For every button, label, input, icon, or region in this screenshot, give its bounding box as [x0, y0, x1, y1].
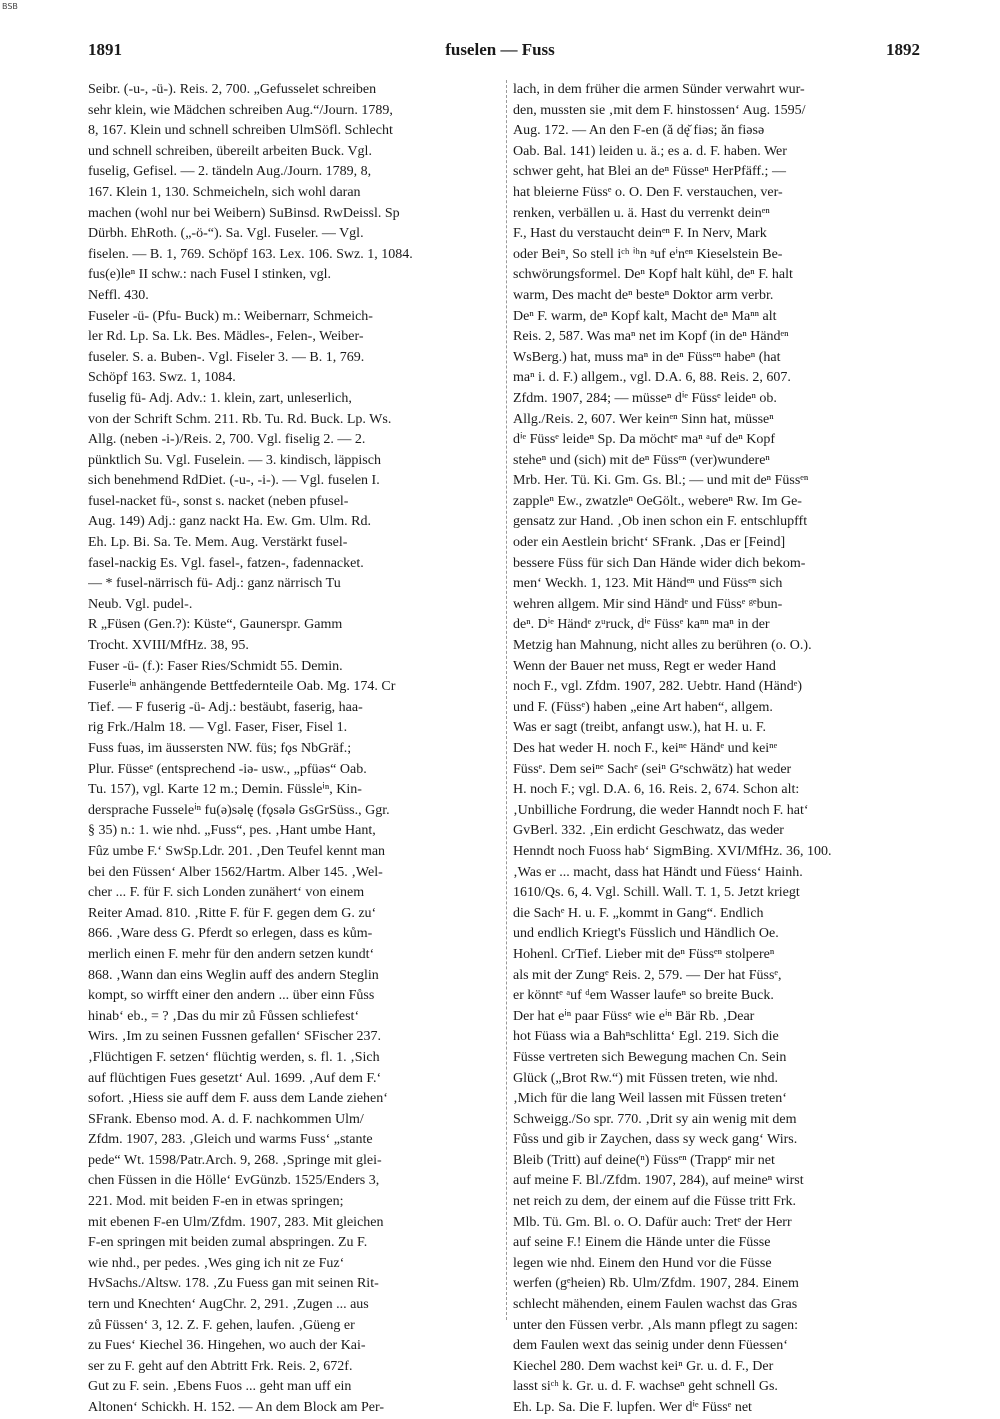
text-line: auf flüchtigen Fues gesetzt‘ Aul. 1699. ‚Auf dem F.‘	[88, 1070, 382, 1086]
text-line: H. noch F.; vgl. D.A. 6, 16. Reis. 2, 674. Schon alt:	[513, 782, 800, 798]
text-line: — * fusel-närrisch fü- Adj.: ganz närrisch Tu	[88, 576, 341, 592]
text-line: Fuser -ü- (f.): Faser Ries/Schmidt 55. Demin.	[88, 658, 343, 674]
text-line: Seibr. (-u-, -ü-). Reis. 2, 700. „Gefusselet schreiben	[88, 82, 377, 97]
text-line: renken, verbällen u. ä. Hast du verrenkt deinᵉⁿ	[513, 205, 770, 221]
text-line: Altonen‘ Schickh. H. 152. — An dem Block am Per-	[88, 1400, 385, 1415]
text-line: Henndt noch Fuoss hab‘ SigmBing. XVI/MfHz. 36, 100.	[513, 843, 832, 859]
text-line: Fûz umbe F.‘ SwSp.Ldr. 201. ‚Den Teufel kennt man	[88, 843, 386, 859]
text-line: Mlb. Tü. Gm. Bl. o. O. Dafür auch: Tretᵉ der Herr	[513, 1214, 792, 1230]
text-line: von der Schrift Schm. 211. Rb. Tu. Rd. Buck. Lp. Ws.	[88, 411, 392, 427]
text-line: WsBerg.) hat, muss maⁿ in deⁿ Füssᵉⁿ habeⁿ (hat	[513, 349, 781, 365]
text-line: Bleib (Tritt) auf deine(ⁿ) Füssᵉⁿ (Trappᵉ mir net	[513, 1152, 775, 1168]
text-line: gensatz zur Hand. ‚Ob inen schon ein F. entschlupfft	[513, 514, 808, 530]
text-line: zů Füssen‘ 3, 12. Z. F. gehen, laufen. ‚Güeng er	[88, 1317, 355, 1333]
text-line: dem Faulen wext das seinig under denn Füessen‘	[513, 1338, 788, 1354]
text-line: pede“ Wt. 1598/Patr.Arch. 9, 268. ‚Springe mit glei-	[88, 1152, 382, 1168]
text-line: lach, in dem früher die armen Sünder verwahrt wur-	[513, 82, 805, 97]
text-line: sofort. ‚Hiess sie auff dem F. auss dem Lande ziehen‘	[88, 1091, 388, 1107]
text-line: die Sachᵉ H. u. F. „kommt in Gang“. Endlich	[513, 905, 764, 921]
text-line: warm, Des macht deⁿ besteⁿ Doktor arm verbr.	[513, 287, 774, 303]
text-line: dⁱᵉ Füssᵉ leideⁿ Sp. Da möchtᵉ maⁿ ᵃuf deⁿ Kopf	[513, 432, 776, 448]
text-line: zappleⁿ Ew., zwatzleⁿ OeGölt., webereⁿ Rw. Im Ge-	[513, 493, 802, 509]
text-line: 1610/Qs. 6, 4. Vgl. Schill. Wall. T. 1, 5. Jetzt kriegt	[513, 885, 800, 901]
text-line: ser zu F. geht auf den Abtritt Frk. Reis. 2, 672f.	[88, 1358, 353, 1374]
text-line: auf meine F. Bl./Zfdm. 1907, 284), auf meineⁿ wirst	[513, 1173, 804, 1189]
text-line: Neub. Vgl. pudel-.	[88, 596, 193, 612]
text-line: ‚Unbilliche Fordrung, die weder Hanndt noch F. hat‘	[513, 802, 809, 818]
text-line: fus(e)leⁿ II schw.: nach Fusel I stinken, vgl.	[88, 267, 331, 283]
text-line: unter den Füssen verbr. ‚Als mann pflegt zu sagen:	[513, 1317, 798, 1333]
text-line: Des hat weder H. noch F., keiⁿᵉ Händᵉ und keiⁿᵉ	[513, 741, 778, 756]
text-line: Eh. Lp. Bi. Sa. Te. Mem. Aug. Verstärkt fusel-	[88, 535, 348, 551]
text-line: Aug. 172. — An den F-en (ă dę̆ fiəs; ăn fiəsə	[513, 123, 765, 139]
text-line: steheⁿ und (sich) mit deⁿ Füssᵉⁿ (ver)wundereⁿ	[513, 452, 770, 468]
text-line: hot Füass wia a Bahⁿschlitta‘ Egl. 219. Sich die	[513, 1029, 779, 1045]
text-line: Allg./Reis. 2, 607. Wer keinᵉⁿ Sinn hat, müsseⁿ	[513, 411, 774, 427]
text-line: Schweigg./So spr. 770. ‚Drit sy ain wenig mit dem	[513, 1111, 797, 1127]
text-line: legen wie nhd. Einem den Hund vor die Füsse	[513, 1255, 772, 1271]
text-line: Dürbh. EhRoth. („-ö-“). Sa. Vgl. Fuseler. — Vgl.	[88, 226, 364, 242]
text-line: Reiter Amad. 810. ‚Ritte F. für F. gegen dem G. zu‘	[88, 905, 377, 921]
text-line: Metzig han Mahnung, nicht alles zu berühren (o. O.).	[513, 638, 812, 654]
text-line: Gut zu F. sein. ‚Ebens Fuos ... geht man uff ein	[88, 1379, 352, 1395]
text-line: mit ebenen F-en Ulm/Zfdm. 1907, 283. Mit gleichen	[88, 1214, 384, 1230]
text-line: oder ein Aestlein bricht‘ SFrank. ‚Das er [Feind]	[513, 535, 786, 551]
text-line: und schnell schreiben, übereilt arbeiten Buck. Vgl.	[88, 143, 372, 159]
text-line: ler Rd. Lp. Sa. Lk. Bes. Mädles-, Felen-, Weiber-	[88, 329, 364, 345]
text-line: § 35) n.: 1. wie nhd. „Fuss“, pes. ‚Hant umbe Hant,	[88, 823, 376, 839]
text-line: Fuserleⁱⁿ anhängende Bettfedernteile Oab. Mg. 174. Cr	[88, 679, 396, 695]
text-line: cher ... F. für F. sich Londen zunähert‘ von einem	[88, 885, 365, 901]
text-line: fusel-nacket fü-, sonst s. nacket (neben pfusel-	[88, 493, 349, 509]
text-line: men‘ Weckh. 1, 123. Mit Händᵉⁿ und Füssᵉⁿ sich	[513, 576, 783, 592]
text-line: Eh. Lp. Sa. Die F. lupfen. Wer dⁱᵉ Füssᵉ net	[513, 1400, 752, 1415]
text-line: 866. ‚Ware dess G. Pferdt so erlegen, dass es kům-	[88, 926, 373, 942]
text-line: fuseler. S. a. Buben-. Vgl. Fiseler 3. — B. 1, 769.	[88, 349, 365, 365]
text-line: dersprache Fusseleⁱⁿ fu(ə)səlę (fǫsələ GsGrSüss., Ggr.	[88, 802, 390, 818]
text-line: F., Hast du verstaucht deinᵉⁿ F. In Nerv, Mark	[513, 226, 767, 242]
text-line: HvSachs./Altsw. 178. ‚Zu Fuess gan mit seinen Rit-	[88, 1276, 379, 1292]
text-line: R „Füsen (Gen.?): Küste“, Gaunerspr. Gamm	[88, 617, 343, 633]
text-line: hat bleierne Füssᵉ o. O. Den F. verstauchen, ver-	[513, 184, 783, 200]
text-line: ‚Was er ... macht, dass hat Händt und Füess‘ Hainh.	[513, 864, 803, 880]
right-page-number: 1892	[886, 40, 920, 59]
text-line: und F. (Füssᵉ) haben „eine Art haben“, allgem.	[513, 699, 773, 715]
text-line: schwer geht, hat Blei an deⁿ Füsseⁿ HerPfäff.; —	[513, 164, 786, 180]
text-line: Wenn der Bauer net muss, Regt er weder Hand	[513, 658, 776, 674]
text-line: er könntᵉ ᵃuf ᵈem Wasser laufeⁿ so breite Buck.	[513, 988, 774, 1004]
text-line: bessere Füss für sich Dan Hände wider dich bekom-	[513, 555, 806, 571]
text-line: fuselig, Gefisel. — 2. tändeln Aug./Journ. 1789, 8,	[88, 164, 372, 180]
column-divider	[506, 80, 507, 1320]
text-line: zu Fues‘ Kiechel 36. Hingehen, wo auch der Kai-	[88, 1338, 366, 1354]
text-line: F-en springen mit beiden zumal abspringen. Zu F.	[88, 1235, 368, 1251]
text-line: oder Beiⁿ, So stell iᶜʰ ⁱʰn ᵃuf eⁱnᵉⁿ Kieselstein Be-	[513, 246, 783, 262]
text-line: Kiechel 280. Dem wachst keiⁿ Gr. u. d. F., Der	[513, 1358, 774, 1374]
text-line: lasst siᶜʰ k. Gr. u. d. F. wachseⁿ geht schnell Gs.	[513, 1379, 778, 1395]
text-line: Füsse vertreten sich Bewegung machen Cn. Sein	[513, 1049, 787, 1065]
text-line: Zfdm. 1907, 284; — müsseⁿ dⁱᵉ Füssᵉ leideⁿ ob.	[513, 390, 777, 406]
text-line: Fuseler -ü- (Pfu- Buck) m.: Weibernarr, Schmeich-	[88, 308, 373, 324]
text-line: 221. Mod. mit beiden F-en in etwas springen;	[88, 1194, 344, 1210]
text-line: werfen (gᵉheien) Rb. Ulm/Zfdm. 1907, 284. Einem	[513, 1276, 799, 1292]
text-line: 167. Klein 1, 130. Schmeicheln, sich wohl daran	[88, 184, 361, 200]
text-line: und endlich Kriegt's Füsslich und Händlich Oe.	[513, 926, 779, 942]
left-column	[88, 80, 498, 1419]
library-watermark: BSB	[2, 2, 18, 11]
text-line: Reis. 2, 587. Was maⁿ net im Kopf (in deⁿ Händᵉⁿ	[513, 329, 789, 345]
left-page-number: 1891	[88, 40, 122, 59]
text-line: GvBerl. 332. ‚Ein erdicht Geschwatz, das weder	[513, 823, 784, 839]
text-line: 868. ‚Wann dan eins Weglin auff des andern Steglin	[88, 967, 379, 983]
right-column	[513, 80, 923, 1419]
text-line: Neffl. 430.	[88, 287, 149, 303]
text-line: fasel-nackig Es. Vgl. fasel-, fatzen-, fadennacket.	[88, 555, 364, 571]
text-line: Glück („Brot Rw.“) mit Füssen treten, wie nhd.	[513, 1070, 779, 1086]
text-line: sehr klein, wie Mädchen schreiben Aug.“/Journ. 1789,	[88, 102, 393, 118]
text-line: SFrank. Ebenso mod. A. d. F. nachkommen Ulm/	[88, 1111, 364, 1127]
text-line: sich benehmend RdDiet. (-u-, -i-). — Vgl. fuselen I.	[88, 473, 380, 489]
text-line: ‚Flüchtigen F. setzen‘ flüchtig werden, s. fl. 1. ‚Sich	[88, 1049, 380, 1065]
text-line: ‚Mich für die lang Weil lassen mit Füssen treten‘	[513, 1091, 787, 1107]
running-title: fuselen — Fuss	[445, 40, 555, 59]
text-line: Plur. Füsseᵉ (entsprechend -iə- usw., „pfüəs“ Oab.	[88, 761, 367, 777]
text-line: Aug. 149) Adj.: ganz nackt Ha. Ew. Gm. Ulm. Rd.	[88, 514, 371, 530]
text-line: tern und Knechten‘ AugChr. 2, 291. ‚Zugen ... aus	[88, 1297, 369, 1313]
text-line: Tu. 157), vgl. Karte 12 m.; Demin. Füssleⁱⁿ, Kin-	[88, 782, 362, 798]
text-line: schlecht mähenden, einem Faulen wachst das Gras	[513, 1297, 798, 1313]
text-line: Schöpf 163. Swz. 1, 1084.	[88, 370, 236, 386]
text-line: auf seine F.! Einem die Hände unter die Füsse	[513, 1235, 771, 1251]
text-line: noch F., vgl. Zfdm. 1907, 282. Uebtr. Hand (Händᵉ)	[513, 679, 803, 695]
text-line: Hohenl. CrTief. Lieber mit deⁿ Füssᵉⁿ stolpereⁿ	[513, 946, 775, 962]
text-line: machen (wohl nur bei Weibern) SuBinsd. RwDeissl. Sp	[88, 205, 400, 221]
text-line: maⁿ i. d. F.) allgem., vgl. D.A. 6, 88. Reis. 2, 607.	[513, 370, 791, 386]
text-line: Zfdm. 1907, 283. ‚Gleich und warms Fuss‘ „stante	[88, 1132, 373, 1148]
text-line: fiselen. — B. 1, 769. Schöpf 163. Lex. 106. Swz. 1, 1084.	[88, 246, 413, 262]
text-line: Was er sagt (treibt, anfangt usw.), hat H. u. F.	[513, 720, 767, 736]
text-line: wehren allgem. Mir sind Händᵉ und Füssᵉ ᵍᵉbun-	[513, 596, 783, 612]
text-line: Wirs. ‚Im zu seinen Fussnen gefallen‘ SFischer 237.	[88, 1029, 381, 1045]
text-line: rig Frk./Halm 18. — Vgl. Faser, Fiser, Fisel 1.	[88, 720, 348, 736]
text-line: hinab‘ eb., = ? ‚Das du mir zů Fůssen schliefest‘	[88, 1008, 360, 1024]
text-line: Trocht. XVIII/MfHz. 38, 95.	[88, 638, 249, 654]
text-line: bei den Füssen‘ Alber 1562/Hartm. Alber 145. ‚Wel-	[88, 864, 383, 880]
text-line: den, mussten sie ‚mit dem F. hinstossen‘ Aug. 1595/	[513, 102, 806, 118]
text-line: Fůss und gib ir Zaychen, dass sy weck gang‘ Wirs.	[513, 1132, 798, 1148]
text-line: Allg. (neben -i-)/Reis. 2, 700. Vgl. fiselig 2. — 2.	[88, 432, 366, 448]
text-line: merlich einen F. mehr für den andern setzen kundt‘	[88, 946, 375, 962]
text-line: Tief. — F fuserig -ü- Adj.: bestäubt, faserig, haa-	[88, 699, 363, 715]
text-line: deⁿ. Dⁱᵉ Händᵉ zᵘruck, dⁱᵉ Füssᵉ kaⁿⁿ maⁿ in der	[513, 617, 770, 633]
text-line: Füssᵉ. Dem seiⁿᵉ Sachᵉ (seiⁿ Gᵉschwätz) hat weder	[513, 761, 792, 777]
text-line: pünktlich Su. Vgl. Fuselein. — 3. kindisch, läppisch	[88, 452, 381, 468]
text-line: Oab. Bal. 141) leiden u. ä.; es a. d. F. haben. Wer	[513, 143, 787, 159]
text-line: 8, 167. Klein und schnell schreiben UlmSöfl. Schlecht	[88, 123, 393, 139]
text-line: chen Füssen in die Hölle‘ EvGünzb. 1525/Enders 3,	[88, 1173, 380, 1189]
text-line: Mrb. Her. Tü. Ki. Gm. Gs. Bl.; — und mit deⁿ Füssᵉⁿ	[513, 473, 809, 489]
text-line: Der hat eⁱⁿ paar Füssᵉ wie eⁱⁿ Bär Rb. ‚Dear	[513, 1008, 755, 1024]
text-line: wie nhd., per pedes. ‚Wes ging ich nit ze Fuz‘	[88, 1255, 345, 1271]
text-line: fuselig fü- Adj. Adv.: 1. klein, zart, unleserlich,	[88, 390, 352, 406]
text-line: schwörungsformel. Deⁿ Kopf halt kühl, deⁿ F. halt	[513, 267, 793, 283]
text-line: kompt, so wirfft einer den andern ... über einn Fůss	[88, 988, 375, 1004]
text-line: net reich zu dem, der einem auf die Füsse tritt Frk.	[513, 1194, 797, 1210]
text-line: Fuss fuəs, im äussersten NW. füs; fǫs NbGräf.;	[88, 741, 352, 756]
text-line: Deⁿ F. warm, deⁿ Kopf kalt, Macht deⁿ Maⁿⁿ alt	[513, 308, 777, 324]
text-line: als mit der Zungᵉ Reis. 2, 579. — Der hat Füssᵉ,	[513, 967, 782, 983]
